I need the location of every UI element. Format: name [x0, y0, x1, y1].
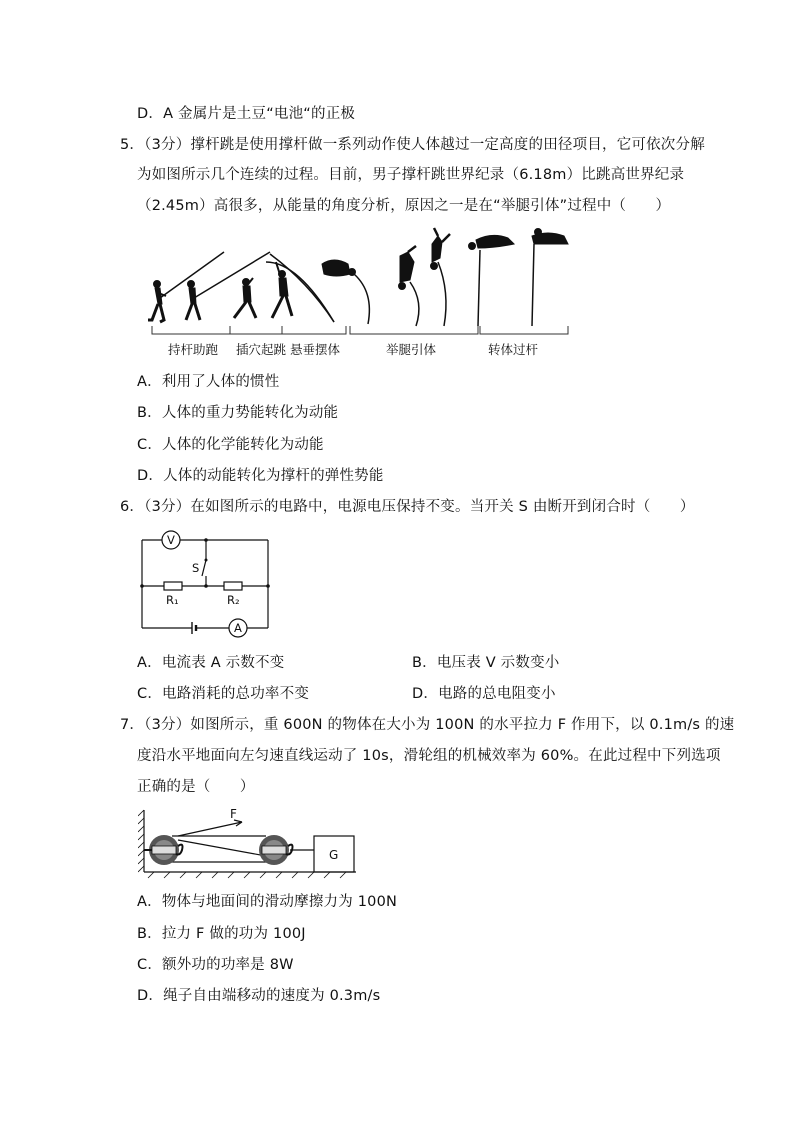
fixed-pulley: [144, 835, 183, 865]
athlete-takeoff: [234, 278, 256, 318]
q7-option-b: B．拉力 F 做的功为 100J: [137, 926, 306, 942]
q5-stem-line1: 5．（3分）撑杆跳是使用撑杆做一系列动作使人体越过一定高度的田径项目，它可依次分解: [120, 137, 705, 153]
force-label: F: [230, 807, 237, 821]
stage-label-run: 持杆助跑: [168, 342, 219, 357]
q7-stem-line1: 7．（3分）如图所示，重 600N 的物体在大小为 100N 的水平拉力 F 作用下，以 0.1m/s 的速: [120, 717, 735, 733]
ammeter-label: A: [234, 621, 242, 635]
pole-2: [194, 252, 270, 298]
resistor-r1: [164, 582, 182, 590]
r2-label: R₂: [227, 593, 240, 607]
q5-option-a: A．利用了人体的惯性: [137, 374, 280, 390]
voltmeter-label: V: [167, 533, 175, 547]
q7-option-c: C．额外功的功率是 8W: [137, 957, 294, 973]
q7-option-d: D．绳子自由端移动的速度为 0.3m/s: [137, 988, 381, 1004]
block-label: G: [329, 848, 339, 862]
athlete-leg-raise-3: [431, 228, 451, 270]
q6-option-a: A．电流表 A 示数不变: [137, 655, 285, 671]
athlete-rotate: [469, 235, 515, 249]
q5-stem-line3: （2.45m）高很多，从能量的角度分析，原因之一是在“举腿引体”过程中（ ）: [137, 198, 671, 214]
athlete-run-1: [148, 281, 166, 323]
q7-option-a: A．物体与地面间的滑动摩擦力为 100N: [137, 894, 398, 910]
stage-label-leg-raise: 举腿引体: [386, 342, 437, 357]
q6-option-d: D．电路的总电阻变小: [412, 686, 556, 702]
stage-label-swing: 悬垂摆体: [290, 342, 341, 357]
q6-option-b: B．电压表 V 示数变小: [412, 655, 560, 671]
athlete-leg-raise-2: [399, 246, 417, 290]
q5-option-b: B．人体的重力势能转化为动能: [137, 405, 339, 421]
q4-option-d: D．A 金属片是土豆“电池“的正极: [137, 106, 356, 122]
athlete-leg-raise-1: [322, 260, 356, 276]
pole-vault-figure: [138, 222, 588, 362]
switch-label: S: [192, 561, 200, 575]
q6-stem: 6．（3分）在如图所示的电路中，电源电压保持不变。当开关 S 由断开到闭合时（ ）: [120, 499, 695, 515]
pulley-figure: [138, 806, 360, 882]
resistor-r2: [224, 582, 242, 590]
athlete-bar-clear: [532, 229, 568, 245]
q5-option-d: D．人体的动能转化为撑杆的弹性势能: [137, 468, 384, 484]
movable-pulley: [259, 835, 293, 865]
stage-label-rotate: 转体过杆: [488, 342, 539, 357]
force-arrow: [178, 822, 242, 836]
q7-stem-line3: 正确的是（ ）: [137, 779, 255, 795]
athlete-run-2: [186, 281, 200, 321]
switch-blade: [202, 560, 206, 576]
circuit-diagram: [138, 526, 278, 642]
q5-stem-line2: 为如图所示几个连续的过程。目前，男子撑杆跳世界纪录（6.18m）比跳高世界纪录: [137, 167, 685, 183]
stage-label-takeoff: 插穴起跳: [236, 342, 287, 357]
q7-stem-line2: 度沿水平地面向左匀速直线运动了 10s，滑轮组的机械效率为 60%。在此过程中下列选项: [137, 748, 721, 764]
r1-label: R₁: [166, 593, 179, 607]
q6-option-c: C．电路消耗的总功率不变: [137, 686, 310, 702]
q5-option-c: C．人体的化学能转化为动能: [137, 437, 324, 453]
